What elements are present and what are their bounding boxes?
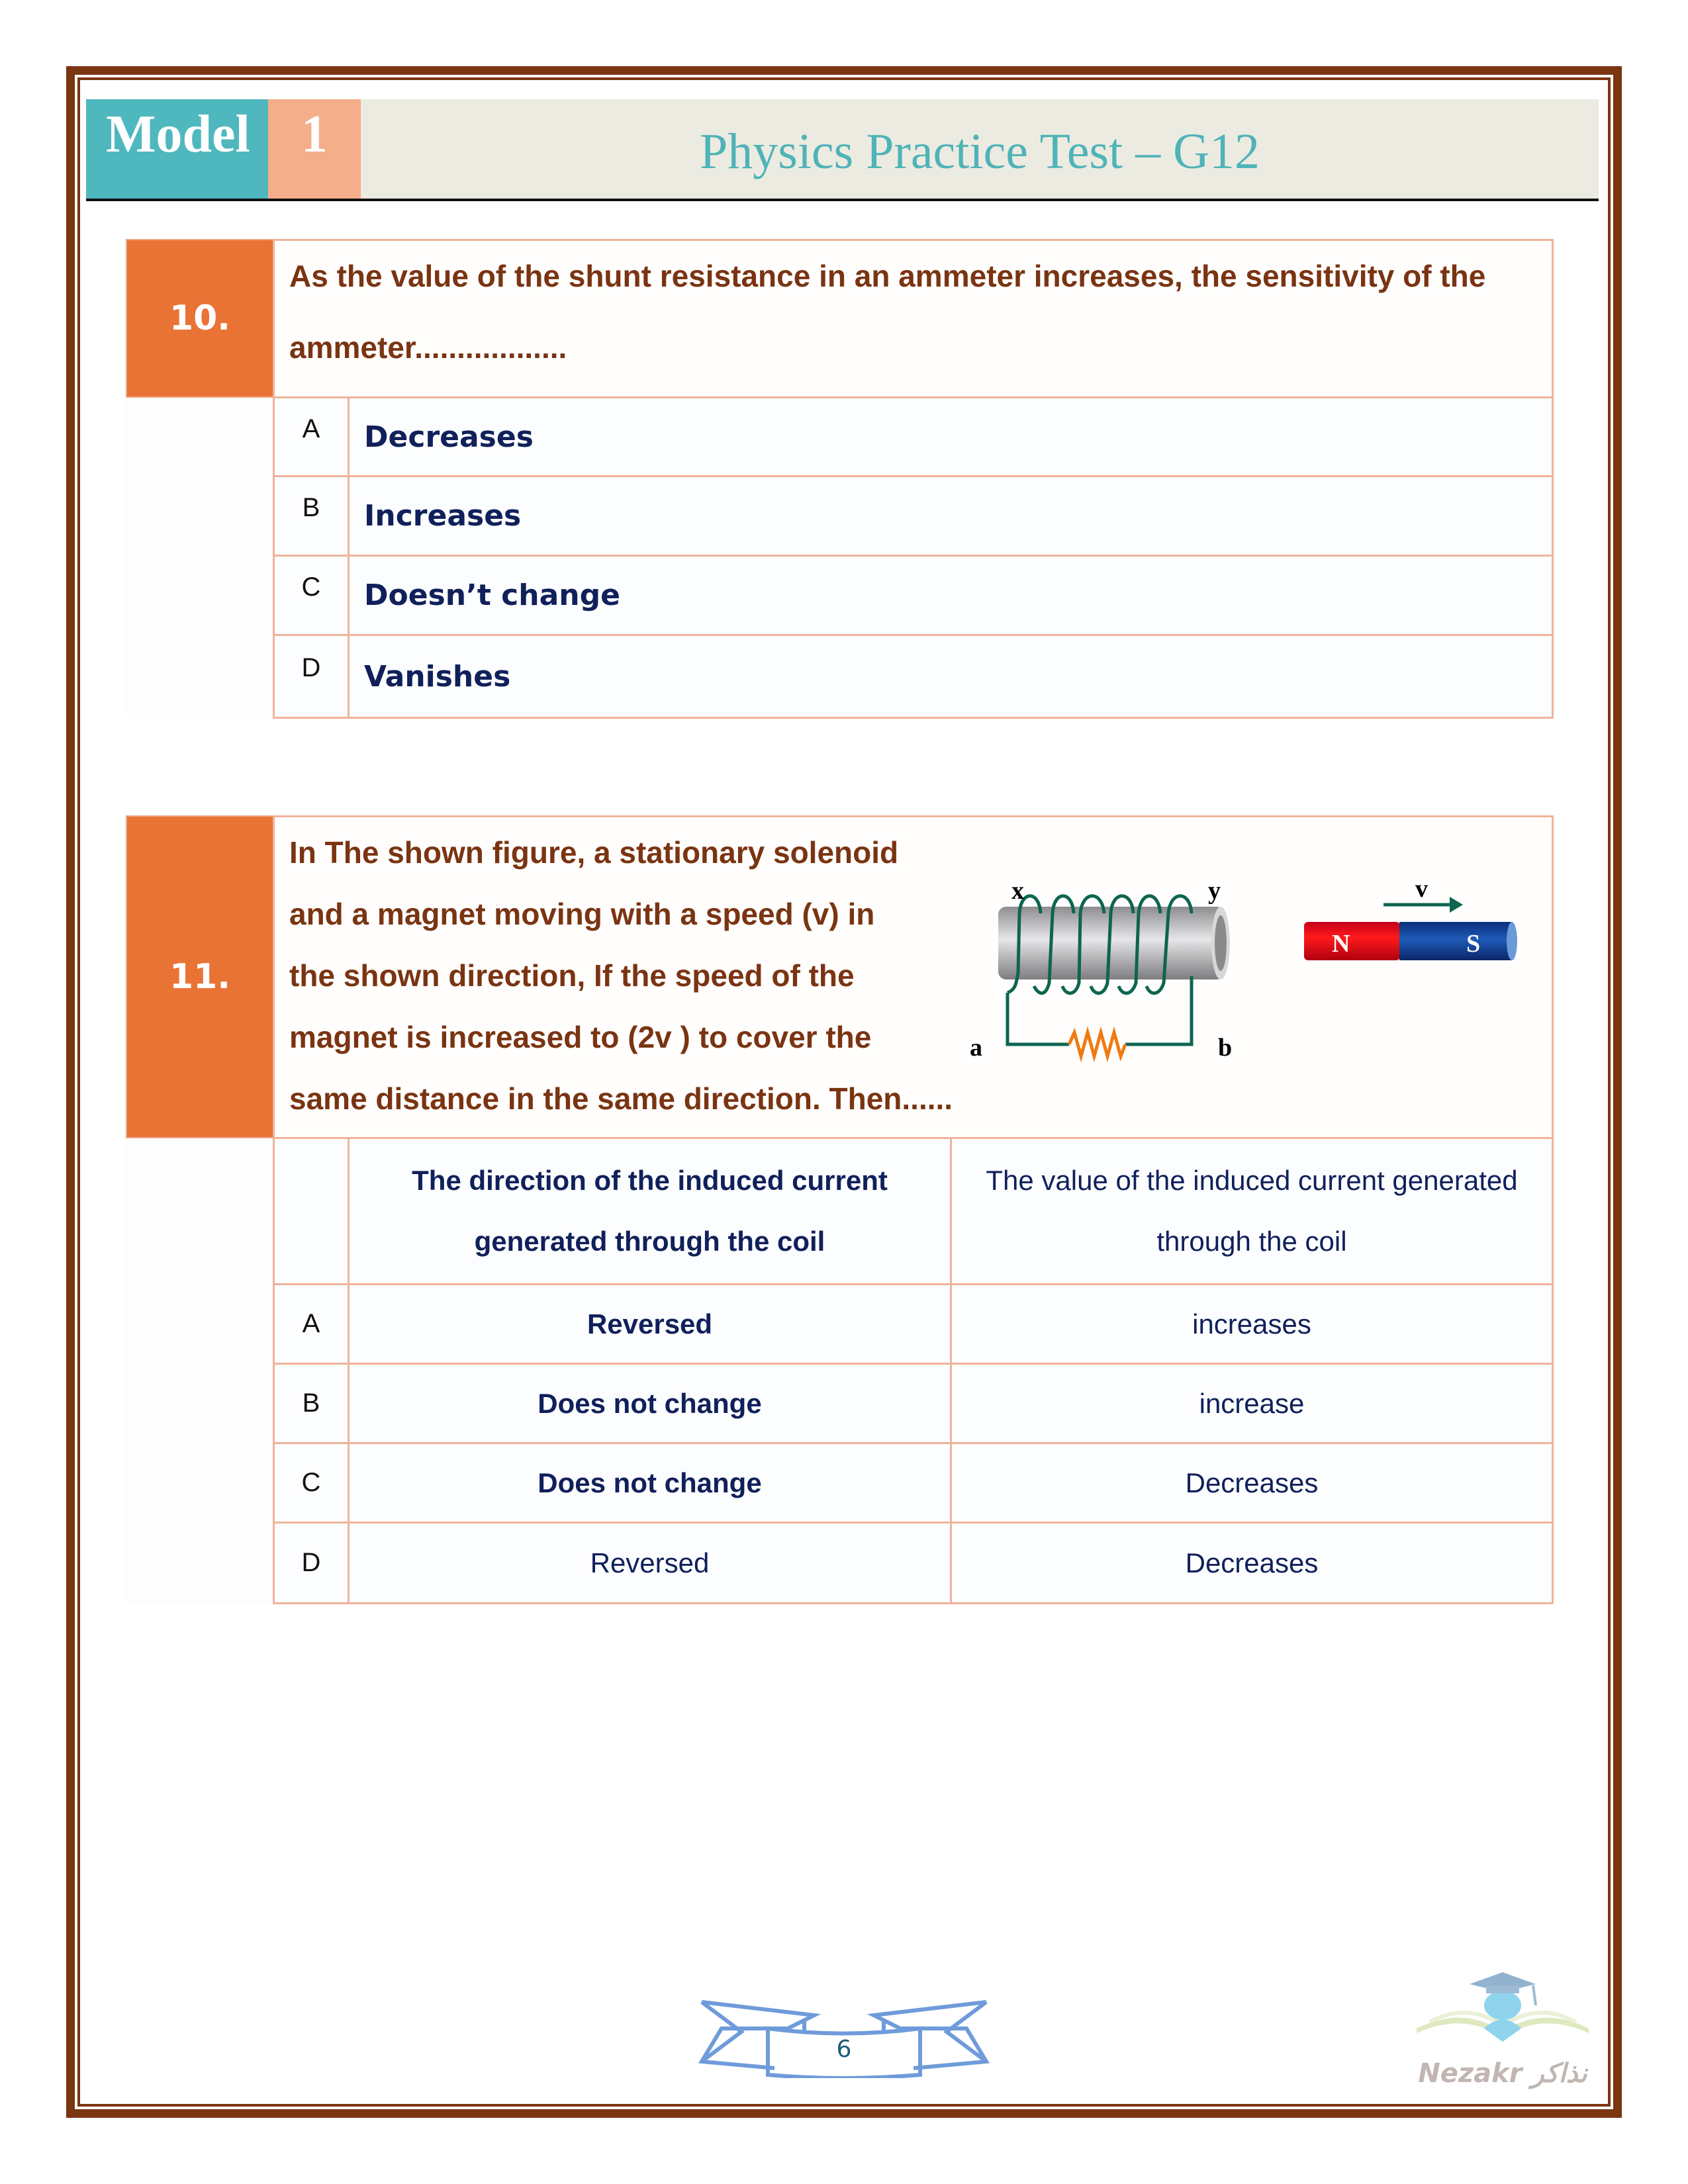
q11-col-direction-header [348, 1137, 952, 1285]
q11-option-a-value[interactable]: increases [950, 1283, 1554, 1365]
page-number-ribbon [695, 1992, 993, 2078]
question-11-line-5: same distance in the same direction. Then...... [289, 1081, 953, 1116]
velocity-label: v [1415, 875, 1428, 903]
q11-option-d-direction[interactable]: Reversed [348, 1522, 952, 1604]
graduate-book-logo-icon [1403, 1959, 1602, 2058]
q11-col-value-header-line-2: through the coil [1156, 1226, 1347, 1257]
logo-text: Nezakr نذاكر [1418, 2058, 1587, 2089]
question-10-text [273, 239, 1554, 398]
q11-left-margin [126, 1138, 273, 1604]
q10-option-b-letter[interactable]: B [273, 475, 350, 557]
question-10-line-1: As the value of the shunt resistance in an ammeter increases, the sensitivity of the [289, 259, 1486, 293]
q11-option-d-letter[interactable]: D [273, 1522, 350, 1604]
q10-left-margin [126, 397, 273, 718]
q10-option-d-letter[interactable]: D [273, 634, 350, 719]
q11-option-a-letter[interactable]: A [273, 1283, 350, 1365]
q10-option-b[interactable]: Increases [348, 475, 1554, 557]
terminal-b-label: b [1218, 1034, 1233, 1062]
question-11-line-3: the shown direction, If the speed of the [289, 958, 855, 993]
model-number: 1 [268, 99, 361, 199]
q10-option-a[interactable]: Decreases [348, 396, 1554, 477]
question-11-line-2: and a magnet moving with a speed (v) in [289, 897, 875, 931]
solenoid-end-x-label: x [1011, 877, 1024, 905]
header-divider [86, 199, 1599, 201]
question-number-10: 10. [126, 239, 274, 398]
q11-option-b-value[interactable]: increase [950, 1363, 1554, 1444]
q11-col-direction-header-line-2: generated through the coil [474, 1226, 825, 1257]
question-11-line-1: In The shown figure, a stationary solenoid [289, 835, 899, 870]
q10-option-d[interactable]: Vanishes [348, 634, 1554, 719]
q11-col-value-header [950, 1137, 1554, 1285]
q11-option-c-direction[interactable]: Does not change [348, 1442, 952, 1524]
q11-option-c-letter[interactable]: C [273, 1442, 350, 1524]
q11-option-c-value[interactable]: Decreases [950, 1442, 1554, 1524]
question-10-line-2: ammeter.................. [289, 330, 567, 365]
magnet-south-label: S [1466, 930, 1481, 958]
question-number-11: 11. [126, 815, 274, 1138]
q11-header-blank-cell [273, 1137, 350, 1285]
magnet-north-label: N [1332, 930, 1350, 958]
q11-option-b-letter[interactable]: B [273, 1363, 350, 1444]
q11-col-value-header-line-1: The value of the induced current generated [986, 1165, 1518, 1196]
q11-col-direction-header-line-1: The direction of the induced current [412, 1165, 888, 1196]
terminal-a-label: a [970, 1034, 982, 1062]
velocity-arrow-icon [1450, 897, 1463, 913]
q10-option-a-letter[interactable]: A [273, 396, 350, 477]
q10-option-c[interactable]: Doesn’t change [348, 555, 1554, 636]
solenoid-magnet-figure [940, 854, 1536, 1072]
model-label: Model [86, 99, 268, 199]
ribbon-banner-icon [695, 1992, 993, 2078]
q11-option-a-direction[interactable]: Reversed [348, 1283, 952, 1365]
solenoid-circuit-diagram [940, 854, 1536, 1072]
nezakr-logo [1403, 1959, 1602, 2098]
question-11-line-4: magnet is increased to (2v ) to cover the [289, 1020, 872, 1054]
q11-option-b-direction[interactable]: Does not change [348, 1363, 952, 1444]
page-number: 6 [836, 2036, 852, 2063]
q11-option-d-value[interactable]: Decreases [950, 1522, 1554, 1604]
solenoid-end-y-label: y [1208, 877, 1221, 905]
q10-option-c-letter[interactable]: C [273, 555, 350, 636]
page-title: Physics Practice Test – G12 [361, 99, 1599, 199]
